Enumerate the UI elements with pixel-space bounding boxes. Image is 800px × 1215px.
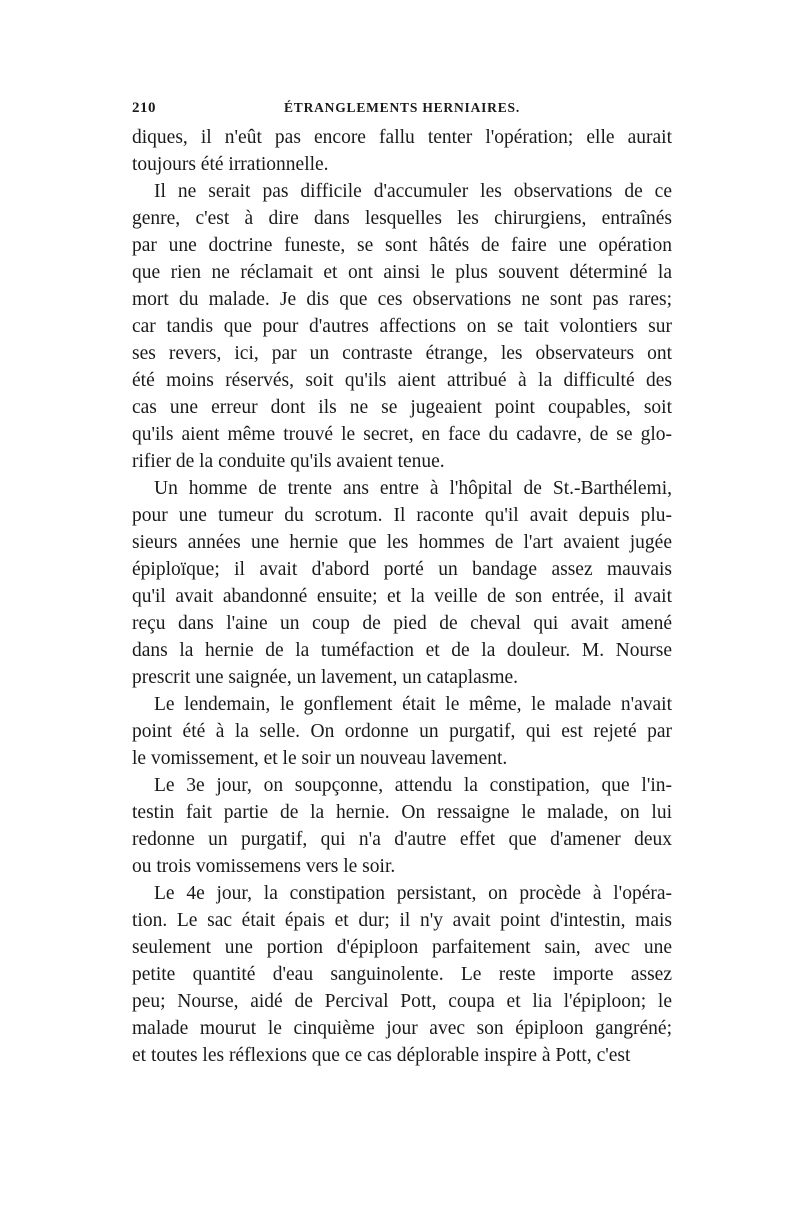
text-line: dans la hernie de la tuméfaction et de la douleur. M. Nourse <box>132 640 672 661</box>
text-line: Le 4e jour, la constipation persistant, on procède à l'opéra- <box>154 883 672 904</box>
text-line: qu'il avait abandonné ensuite; et la veille de son entrée, il avait <box>132 586 672 607</box>
text-line: Il ne serait pas difficile d'accumuler les observations de ce <box>154 181 672 202</box>
running-title: ÉTRANGLEMENTS HERNIAIRES. <box>283 100 521 115</box>
text-line: testin fait partie de la hernie. On ressaigne le malade, on lui <box>132 802 672 823</box>
paragraph <box>132 475 672 691</box>
page-number: 210 <box>132 100 156 116</box>
text-line: redonne un purgatif, qui n'a d'autre effet que d'amener deux <box>132 829 672 850</box>
text-line: toujours été irrationnelle. <box>132 154 329 175</box>
text-line: qu'ils aient même trouvé le secret, en face du cadavre, de se glo- <box>132 424 672 445</box>
text-line: reçu dans l'aine un coup de pied de cheval qui avait amené <box>132 613 672 634</box>
book-page <box>132 100 672 1069</box>
text-line: et toutes les réflexions que ce cas déplorable inspire à Pott, c'est <box>132 1045 631 1066</box>
body-text <box>132 124 672 1069</box>
text-line: ou trois vomissemens vers le soir. <box>132 856 396 877</box>
text-line: point été à la selle. On ordonne un purgatif, qui est rejeté par <box>132 721 672 742</box>
text-line: petite quantité d'eau sanguinolente. Le reste importe assez <box>132 964 672 985</box>
text-line: Un homme de trente ans entre à l'hôpital de St.-Barthélemi, <box>154 478 672 499</box>
text-line: peu; Nourse, aidé de Percival Pott, coupa et lia l'épiploon; le <box>132 991 672 1012</box>
text-line: épiploïque; il avait d'abord porté un bandage assez mauvais <box>132 559 672 580</box>
text-line: que rien ne réclamait et ont ainsi le plus souvent déterminé la <box>132 262 672 283</box>
text-line: pour une tumeur du scrotum. Il raconte qu'il avait depuis plu- <box>132 505 672 526</box>
text-line: Le lendemain, le gonflement était le même, le malade n'avait <box>154 694 672 715</box>
text-line: rifier de la conduite qu'ils avaient tenue. <box>132 451 445 472</box>
text-line: malade mourut le cinquième jour avec son épiploon gangréné; <box>132 1018 672 1039</box>
text-line: le vomissement, et le soir un nouveau lavement. <box>132 748 508 769</box>
text-line: mort du malade. Je dis que ces observations ne sont pas rares; <box>132 289 672 310</box>
text-line: été moins réservés, soit qu'ils aient attribué à la difficulté des <box>132 370 672 391</box>
paragraph <box>132 124 672 178</box>
paragraph <box>132 178 672 475</box>
paragraph <box>132 772 672 880</box>
text-line: diques, il n'eût pas encore fallu tenter l'opération; elle aurait <box>132 127 672 148</box>
running-head <box>132 100 672 122</box>
paragraph <box>132 691 672 772</box>
text-line: seulement une portion d'épiploon parfaitement sain, avec une <box>132 937 672 958</box>
text-line: sieurs années une hernie que les hommes de l'art avaient jugée <box>132 532 672 553</box>
text-line: tion. Le sac était épais et dur; il n'y avait point d'intestin, mais <box>132 910 672 931</box>
text-line: cas une erreur dont ils ne se jugeaient point coupables, soit <box>132 397 672 418</box>
text-line: Le 3e jour, on soupçonne, attendu la constipation, que l'in- <box>154 775 672 796</box>
text-line: ses revers, ici, par un contraste étrange, les observateurs ont <box>132 343 672 364</box>
text-line: genre, c'est à dire dans lesquelles les chirurgiens, entraînés <box>132 208 672 229</box>
text-line: prescrit une saignée, un lavement, un cataplasme. <box>132 667 519 688</box>
text-line: car tandis que pour d'autres affections on se tait volontiers sur <box>132 316 672 337</box>
text-line: par une doctrine funeste, se sont hâtés de faire une opération <box>132 235 672 256</box>
paragraph <box>132 880 672 1069</box>
